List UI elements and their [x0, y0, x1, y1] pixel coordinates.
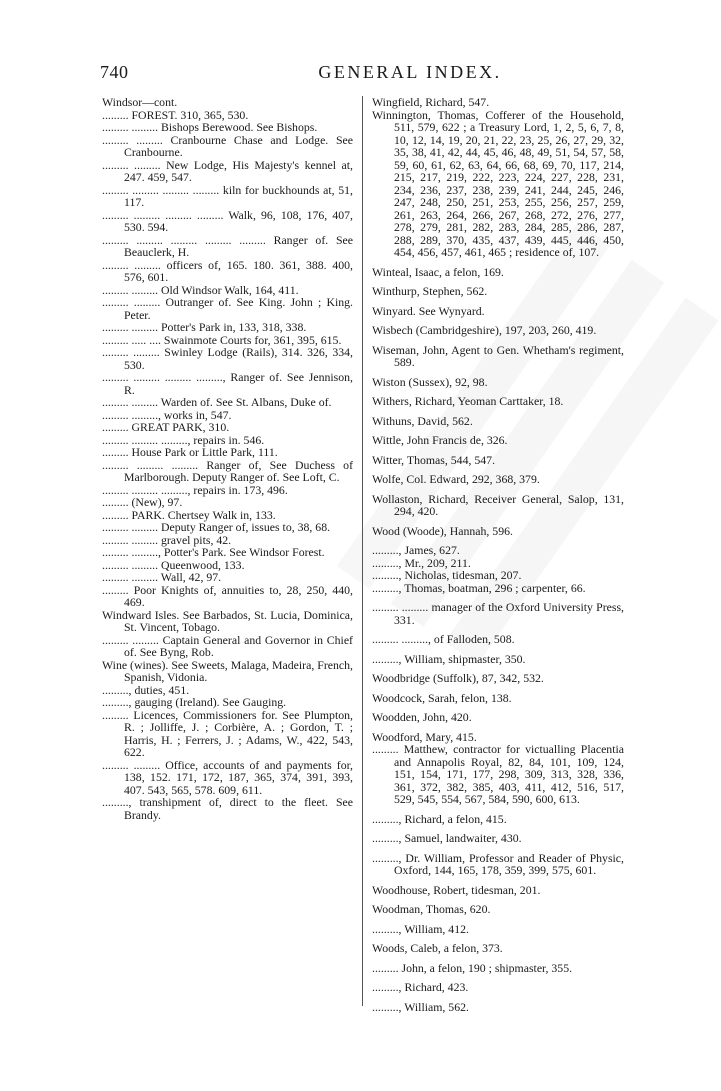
- page-header: [100, 62, 660, 92]
- index-entry: ......... ........., works in, 547.: [102, 407, 232, 422]
- index-entry: Woods, Caleb, a felon, 373.: [372, 941, 503, 955]
- index-entry: ........., William, 562.: [372, 999, 469, 1014]
- column-divider: [362, 96, 363, 1006]
- index-entry: ......... ......... gravel pits, 42.: [102, 532, 232, 547]
- index-entry: ........., James, 627.: [372, 543, 460, 557]
- index-entry: ......... ......... Captain General and Governor in Chief of. See Byng, Rob.: [102, 632, 353, 659]
- index-entry: ........., William, 412.: [372, 921, 469, 936]
- index-entry: ......... ......... Warden of. See St. Albans, Duke of.: [102, 395, 332, 409]
- index-entry: Withers, Richard, Yeoman Carttaker, 18.: [372, 394, 564, 408]
- index-entry: ......... House Park or Little Park, 111.: [102, 445, 278, 459]
- index-entry: ......... ........., Potter's Park. See Windsor Forest.: [102, 545, 325, 559]
- index-entry: ........., Richard, 423.: [372, 980, 469, 994]
- page-title: GENERAL INDEX.: [318, 62, 502, 82]
- index-entry: ......... PARK. Chertsey Walk in, 133.: [102, 507, 276, 522]
- index-entry: Winyard. See Wynyard.: [372, 303, 485, 318]
- index-entry: Woodden, John, 420.: [372, 710, 472, 724]
- index-entry: Woodbridge (Suffolk), 87, 342, 532.: [372, 671, 544, 685]
- index-entry: Winthurp, Stephen, 562.: [372, 284, 488, 298]
- index-entry: ......... FOREST. 310, 365, 530.: [102, 107, 249, 122]
- index-entry: ......... ......... Office, accounts of and payments for, 138, 152. 171, 172, 187, 365, 374, 391, 393, 407. 543, 565, 578. 609, 611.: [102, 757, 353, 797]
- index-entry: Witter, Thomas, 544, 547.: [372, 452, 496, 467]
- index-entry: Wollaston, Richard, Receiver General, Salop, 131, 294, 420.: [372, 491, 624, 518]
- index-entry: ......... Licences, Commissioners for. See Plumpton, R. ; Jolliffe, J. ; Corbière, A. ; Gordon, T. ; Harris, H. ; Ferrers, J. ; Adams, W., 422, 543, 622.: [102, 707, 353, 759]
- index-entry: ......... ......... ......... ......... ......... Ranger of. See Beauclerk, H.: [102, 232, 353, 259]
- index-entry: Withuns, David, 562.: [372, 413, 473, 428]
- right-column: [372, 96, 624, 1013]
- index-entry: Wiseman, John, Agent to Gen. Whetham's regiment, 589.: [372, 342, 624, 369]
- index-entry: Windward Isles. See Barbados, St. Lucia, Dominica, St. Vincent, Tobago.: [102, 607, 353, 634]
- index-entry: ......... ......... manager of the Oxford University Press, 331.: [372, 600, 624, 627]
- index-entry: Woodman, Thomas, 620.: [372, 902, 491, 916]
- index-entry: Woodcock, Sarah, felon, 138.: [372, 690, 512, 705]
- index-entry: ........., gauging (Ireland). See Gauging.: [102, 695, 287, 709]
- index-entry: ......... ......... Potter's Park in, 133, 318, 338.: [102, 320, 307, 334]
- index-entry: ......... Matthew, contractor for victualling Placentia and Annapolis Royal, 82, 84, 101, 109, 124, 151, 154, 171, 177, 298, 309, 313, 328, 336, 361, 372, 382, 385, 403, 411, 412, 516, 517, 529, 545, 554, 567, 584, 590, 600, 613.: [372, 742, 624, 806]
- index-entry: ......... ......... New Lodge, His Majesty's kennel at, 247. 459, 547.: [102, 157, 353, 184]
- index-entry: ........., William, shipmaster, 350.: [372, 651, 526, 666]
- index-entry: Winnington, Thomas, Cofferer of the Household, 511, 579, 622 ; a Treasury Lord, 1, 2, 5, 6, 7, 8, 10, 12, 14, 19, 20, 21, 22, 23, 25, 26, 27, 29, 32, 35, 38, 41, 42, 44, 45, 46, 48, 49, 51, 54, 57, 58, 59, 60, 61, 62, 63, 64, 66, 68, 69, 70, 117, 214, 215, 217, 219, 222, 223, 224, 227, 228, 231, 234, 236, 237, 238, 239, 241, 244, 245, 246, 247, 248, 250, 251, 253, 255, 256, 257, 259, 261, 263, 264, 266, 267, 268, 272, 276, 277, 278, 279, 281, 282, 283, 284, 285, 286, 287, 288, 289, 370, 435, 437, 439, 445, 446, 450, 454, 456, 457, 461, 465 ; residence of, 107.: [372, 107, 624, 259]
- page-number: 740: [100, 62, 129, 82]
- index-entry: ........., Mr., 209, 211.: [372, 555, 471, 570]
- index-entry: ......... ......... Old Windsor Walk, 164, 411.: [102, 282, 299, 297]
- index-entry: ......... GREAT PARK, 310.: [102, 420, 230, 434]
- index-entry: ......... ......... ........., repairs in. 546.: [102, 432, 265, 447]
- index-entry: Woodford, Mary, 415.: [372, 729, 477, 744]
- index-entry: Wittle, John Francis de, 326.: [372, 433, 508, 447]
- index-entry: ......... ......... ......... ......... kiln for buckhounds at, 51, 117.: [102, 182, 353, 209]
- index-entry: ........., Richard, a felon, 415.: [372, 811, 507, 826]
- index-entry: Wine (wines). See Sweets, Malaga, Madeira, French, Spanish, Vidonia.: [102, 657, 353, 684]
- index-entry: ......... ......... Deputy Ranger of, issues to, 38, 68.: [102, 520, 331, 534]
- index-entry: ........., Dr. William, Professor and Reader of Physic, Oxford, 144, 165, 178, 359, 399, 575, 601.: [372, 850, 624, 877]
- index-entry: ......... ......... Wall, 42, 97.: [102, 570, 222, 584]
- index-entry: ......... ......... Cranbourne Chase and Lodge. See Cranbourne.: [102, 132, 353, 159]
- index-entry: ......... ......... Outranger of. See King. John ; King. Peter.: [102, 295, 353, 322]
- index-entry: ......... ......... Bishops Berewood. See Bishops.: [102, 120, 318, 134]
- index-entry: ......... ..... .... Swainmote Courts for, 361, 395, 615.: [102, 332, 342, 347]
- index-entry: ........., Samuel, landwaiter, 430.: [372, 831, 522, 845]
- index-entry: ........., Nicholas, tidesman, 207.: [372, 568, 522, 582]
- index-entry: ......... ......... ........., repairs in. 173, 496.: [102, 482, 288, 497]
- index-entry: Windsor—cont.: [102, 95, 178, 109]
- index-entry: Wood (Woode), Hannah, 596.: [372, 523, 513, 538]
- left-column: [102, 96, 353, 821]
- index-entry: ......... ......... ......... ......... Walk, 96, 108, 176, 407, 530. 594.: [102, 207, 353, 234]
- index-entry: Winteal, Isaac, a felon, 169.: [372, 264, 504, 279]
- index-entry: Wolfe, Col. Edward, 292, 368, 379.: [372, 472, 540, 486]
- index-entry: Wiston (Sussex), 92, 98.: [372, 374, 488, 389]
- index-entry: ......... (New), 97.: [102, 495, 183, 509]
- index-entry: ......... Poor Knights of, annuities to, 28, 250, 440, 469.: [102, 582, 353, 609]
- index-entry: Wingfield, Richard, 547.: [372, 95, 490, 109]
- index-entry: ......... John, a felon, 190 ; shipmaster, 355.: [372, 960, 573, 975]
- index-entry: ......... ......... Queenwood, 133.: [102, 557, 245, 572]
- index-entry: ........., duties, 451.: [102, 682, 190, 697]
- index-entry: Wisbech (Cambridgeshire), 197, 203, 260, 419.: [372, 323, 597, 337]
- index-entry: ......... ........., of Falloden, 508.: [372, 632, 515, 646]
- index-entry: ........., Thomas, boatman, 296 ; carpenter, 66.: [372, 580, 586, 595]
- index-entry: ........., transhipment of, direct to the fleet. See Brandy.: [102, 795, 353, 822]
- index-entry: ......... ......... Swinley Lodge (Rails), 314. 326, 334, 530.: [102, 345, 353, 372]
- index-entry: ......... ......... ......... ........., Ranger of. See Jennison, R.: [102, 370, 353, 397]
- index-entry: Woodhouse, Robert, tidesman, 201.: [372, 882, 541, 897]
- index-entry: ......... ......... officers of, 165. 180. 361, 388. 400, 576, 601.: [102, 257, 353, 284]
- index-entry: ......... ......... ......... Ranger of, See Duchess of Marlborough. Deputy Ranger of. See Loft, C.: [102, 457, 353, 484]
